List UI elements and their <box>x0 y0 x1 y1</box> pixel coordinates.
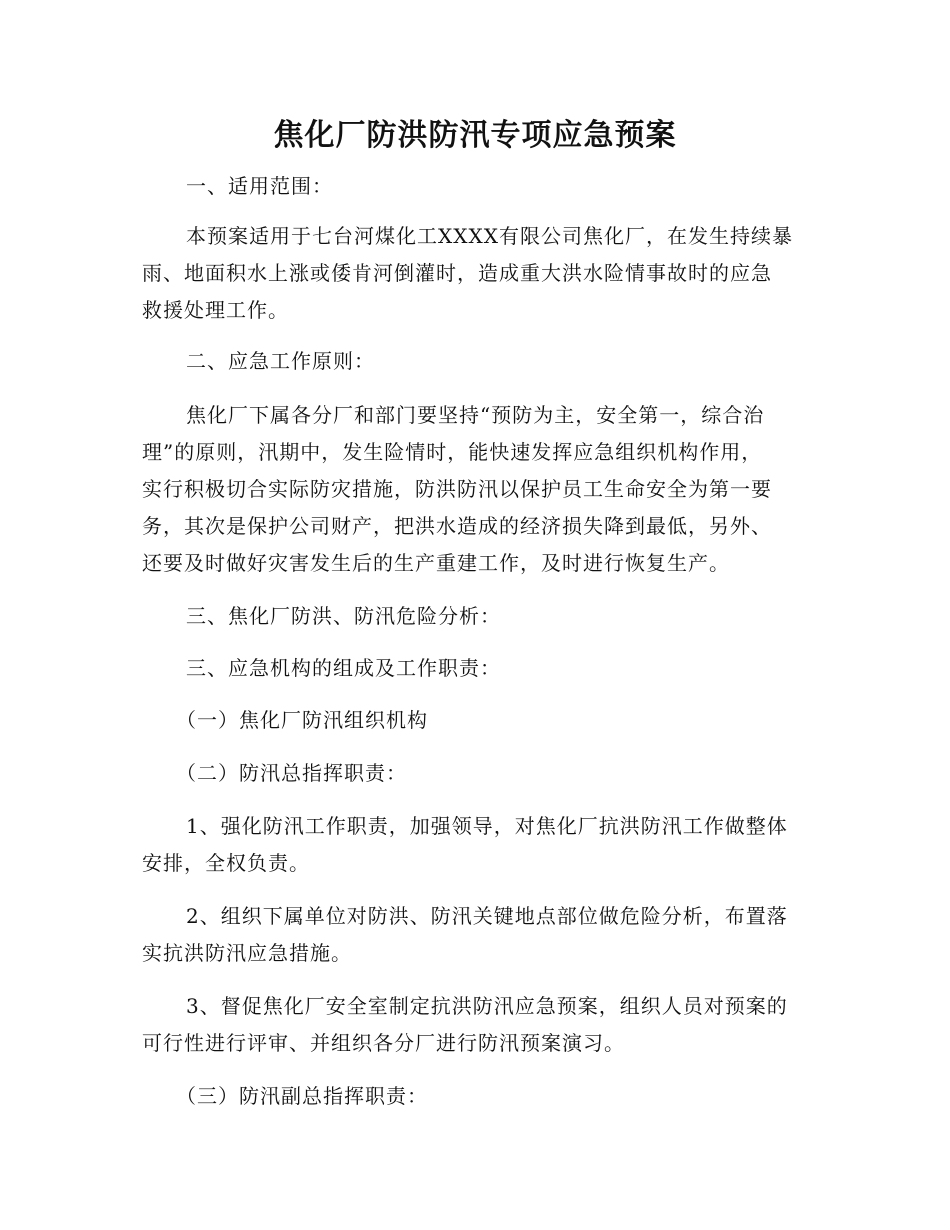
list-item-line: 实抗洪防汛应急措施。 <box>142 941 352 965</box>
paragraph-line: 务，其次是保护公司财产，把洪水造成的经济损失降到最低，另外、 <box>142 514 772 538</box>
subsection-heading: （三）防汛副总指挥职责： <box>176 1084 428 1108</box>
section-heading-principles: 二、应急工作原则： <box>186 349 375 373</box>
list-item-line: 安排，全权负责。 <box>142 851 310 875</box>
paragraph-line: 理”的原则，汛期中，发生险情时，能快速发挥应急组织机构作用， <box>142 440 763 464</box>
list-item-line: 3、督促焦化厂安全室制定抗洪防汛应急预案，组织人员对预案的 <box>186 994 788 1018</box>
list-item-line: 2、组织下属单位对防洪、防汛关键地点部位做危险分析，布置落 <box>186 904 788 928</box>
paragraph-line: 还要及时做好灾害发生后的生产重建工作，及时进行恢复生产。 <box>142 551 730 575</box>
list-item-line: 可行性进行评审、并组织各分厂进行防汛预案演习。 <box>142 1031 625 1055</box>
subsection-heading: （二）防汛总指挥职责： <box>176 761 407 785</box>
paragraph-line: 救援处理工作。 <box>142 298 289 322</box>
document-title: 焦化厂防洪防汛专项应急预案 <box>273 118 677 153</box>
paragraph-line: 焦化厂下属各分厂和部门要坚持“预防为主，安全第一，综合治 <box>186 403 765 427</box>
section-heading-scope: 一、适用范围： <box>186 174 333 198</box>
paragraph-line: 本预案适用于七台河煤化工XXXX有限公司焦化厂，在发生持续暴 <box>186 224 793 248</box>
list-item-line: 1、强化防汛工作职责，加强领导，对焦化厂抗洪防汛工作做整体 <box>186 814 788 838</box>
subsection-heading: （一）焦化厂防汛组织机构 <box>176 708 428 732</box>
paragraph-line: 实行积极切合实际防灾措施，防洪防汛以保护员工生命安全为第一要 <box>142 477 772 501</box>
paragraph-line: 雨、地面积水上涨或倭肯河倒灌时，造成重大洪水险情事故时的应急 <box>142 261 772 285</box>
section-heading-organization: 三、应急机构的组成及工作职责： <box>186 656 501 680</box>
section-heading-risk: 三、焦化厂防洪、防汛危险分析： <box>186 604 501 628</box>
